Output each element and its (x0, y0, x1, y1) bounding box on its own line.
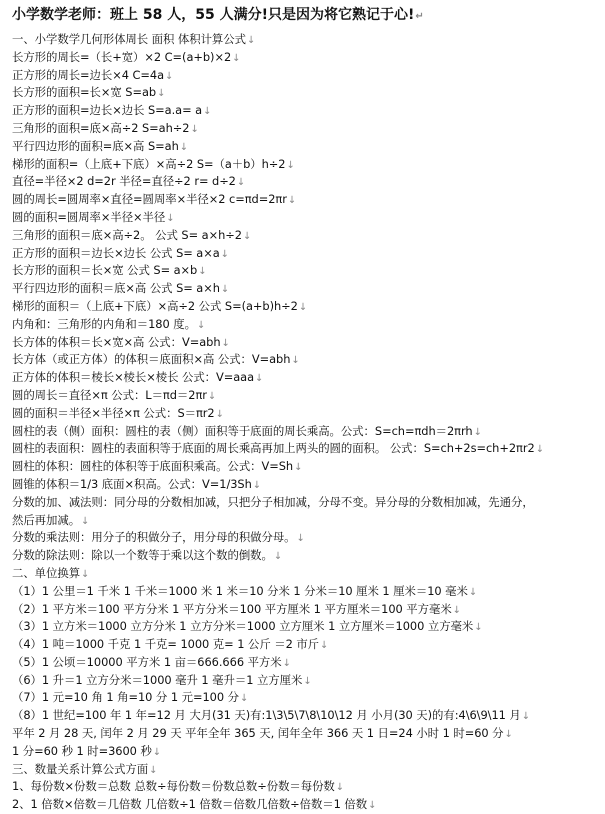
text-line (12, 173, 602, 191)
paragraph-mark-icon: ↓ (236, 177, 246, 189)
text-line-content: 2、1 倍数×倍数＝几倍数 几倍数÷1 倍数＝倍数几倍数÷倍数＝1 倍数 (12, 797, 368, 812)
paragraph-mark-icon: ↓ (239, 693, 249, 705)
text-line (12, 494, 602, 512)
text-line (12, 707, 602, 725)
text-line-content: （7）1 元=10 角 1 角=10 分 1 元=100 分 (12, 690, 239, 705)
text-line (12, 262, 602, 280)
text-line-content: 一、小学数学几何形体周长 面积 体积计算公式 (12, 32, 246, 46)
text-line (12, 440, 602, 458)
paragraph-mark-icon: ↓ (452, 604, 462, 616)
text-line (12, 547, 602, 565)
text-line-content: （2）1 平方米＝100 平方分米 1 平方分米＝100 平方厘米 1 平方厘米＝100 平方毫米 (12, 601, 452, 616)
text-line-content: 直径=半径×2 d=2r 半径=直径÷2 r= d÷2 (12, 174, 236, 189)
paragraph-mark-icon: ↓ (303, 675, 312, 687)
text-line (12, 209, 602, 227)
text-line-content: 平年 2 月 28 天, 闰年 2 月 29 天 平年全年 365 天, 闰年全年 366 天 1 日=24 小时 1 时=60 分 (12, 726, 504, 741)
text-line (12, 529, 602, 547)
paragraph-mark-icon: ↓ (157, 88, 166, 100)
paragraph-mark-icon: ↓ (468, 586, 478, 598)
text-line-content: 三角形的面积=底×高÷2 S=ah÷2 (12, 120, 190, 135)
paragraph-mark-icon: ↓ (294, 462, 303, 474)
text-line (12, 156, 602, 174)
paragraph-mark-icon: ↓ (198, 266, 207, 278)
paragraph-mark-icon: ↓ (255, 373, 264, 385)
text-line (12, 369, 602, 387)
text-line-content: 平行四边形的面积=底×高 S=ah (12, 138, 179, 153)
paragraph-mark-icon: ↓ (220, 248, 230, 260)
paragraph-mark-icon: ↓ (221, 337, 230, 349)
paragraph-mark-icon: ↓ (320, 640, 329, 652)
paragraph-mark-icon: ↓ (149, 764, 158, 776)
text-line (12, 334, 602, 352)
paragraph-mark-icon: ↓ (190, 123, 199, 135)
text-line-content: 二、单位换算 (12, 565, 81, 580)
text-line-content: （1）1 公里＝1 千米 1 千米＝1000 米 1 米＝10 分米 1 分米＝10 厘米 1 厘米＝10 毫米 (12, 583, 468, 598)
paragraph-mark-icon: ↓ (335, 782, 345, 794)
text-line-content: 正方体的体积＝棱长×棱长×棱长 公式：V=aaa (12, 370, 255, 385)
text-line-content: （5）1 公顷＝10000 平方米 1 亩＝666.666 平方米 (12, 654, 282, 669)
text-line-content: （6）1 升＝1 立方分米＝1000 毫升 1 毫升＝1 立方厘米 (12, 672, 303, 687)
text-line-content: 分数的加、减法则：同分母的分数相加减，只把分子相加减，分母不变。异分母的分数相加减，先通分， (12, 494, 534, 509)
paragraph-mark-icon: ↓ (196, 319, 206, 331)
text-line (12, 191, 602, 209)
text-line-content: 正方形的面积＝边长×边长 公式 S= a×a (12, 245, 220, 260)
paragraph-mark-icon: ↓ (246, 35, 256, 46)
text-line (12, 280, 602, 298)
text-line-content: 圆的面积＝半径×半径×π 公式：S＝πr2 (12, 405, 215, 420)
document-title-text: 小学数学老师：班上 58 人，55 人满分!只是因为将它熟记于心! (12, 7, 415, 23)
paragraph-mark-icon: ↵ (415, 11, 424, 22)
text-line (12, 298, 602, 316)
text-line (12, 31, 602, 49)
text-line (12, 672, 602, 690)
text-line (12, 423, 602, 441)
text-line-content: 长方形的面积=长×宽 S=ab (12, 85, 157, 100)
paragraph-mark-icon: ↓ (166, 212, 175, 224)
text-line (12, 245, 602, 263)
text-line (12, 565, 602, 583)
text-line-content: 正方形的面积=边长×边长 S=a.a= a (12, 103, 203, 118)
text-line-content: 圆柱的体积：圆柱的体积等于底面积乘高。公式：V=Sh (12, 459, 294, 474)
paragraph-mark-icon: ↓ (273, 551, 283, 563)
text-line-content: 梯形的面积＝（上底+下底）×高÷2 公式 S=(a+b)h÷2 (12, 298, 298, 313)
text-line (12, 761, 602, 779)
text-line (12, 601, 602, 619)
text-line (12, 618, 602, 636)
paragraph-mark-icon: ↓ (203, 106, 212, 118)
paragraph-mark-icon: ↓ (521, 711, 531, 723)
text-line-content: 1、每份数×份数＝总数 总数÷每份数＝份数总数÷份数＝每份数 (12, 779, 335, 794)
text-line (12, 654, 602, 672)
document-title (12, 4, 602, 26)
paragraph-mark-icon: ↓ (215, 408, 224, 420)
text-line (12, 725, 602, 743)
paragraph-mark-icon: ↓ (165, 70, 174, 82)
paragraph-mark-icon: ↓ (152, 746, 162, 758)
document (12, 4, 602, 814)
text-line (12, 512, 602, 530)
text-line-content: 分数的除法则：除以一个数等于乘以这个数的倒数。 (12, 548, 273, 563)
text-line-content: 内角和：三角形的内角和＝180 度。 (12, 316, 196, 331)
text-line-content: 三角形的面积＝底×高÷2。 公式 S= a×h÷2 (12, 227, 242, 242)
text-line (12, 387, 602, 405)
text-line (12, 138, 602, 156)
text-line-content: 长方形的周长=（长+宽）×2 C=(a+b)×2 (12, 49, 232, 64)
text-line-content: 圆的面积=圆周率×半径×半径 (12, 209, 166, 224)
text-line-content: 三、数量关系计算公式方面 (12, 761, 149, 776)
text-line (12, 49, 602, 67)
text-line-content: （4）1 吨＝1000 千克 1 千克= 1000 克= 1 公斤 ＝2 市斤 (12, 637, 320, 652)
text-line (12, 102, 602, 120)
paragraph-mark-icon: ↓ (286, 159, 295, 171)
paragraph-mark-icon: ↓ (179, 141, 189, 153)
text-line (12, 316, 602, 334)
text-line-content: 分数的乘法则：用分子的积做分子，用分母的积做分母。 (12, 530, 296, 545)
paragraph-mark-icon: ↓ (242, 230, 252, 242)
document-body (12, 31, 602, 814)
text-line (12, 778, 602, 796)
paragraph-mark-icon: ↓ (207, 390, 217, 402)
text-line-content: （3）1 立方米＝1000 立方分米 1 立方分米＝1000 立方厘米 1 立方厘米＝1000 立方毫米 (12, 619, 474, 634)
text-line-content: 圆的周长=圆周率×直径=圆周率×半径×2 c=πd=2πr (12, 192, 287, 207)
text-line (12, 351, 602, 369)
text-line (12, 689, 602, 707)
text-line-content: 1 分=60 秒 1 时=3600 秒 (12, 743, 152, 758)
paragraph-mark-icon: ↓ (282, 657, 291, 669)
text-line (12, 67, 602, 85)
paragraph-mark-icon: ↓ (252, 479, 262, 491)
paragraph-mark-icon: ↓ (474, 622, 483, 634)
text-line-content: 平行四边形的面积＝底×高 公式 S= a×h (12, 281, 220, 296)
text-line (12, 636, 602, 654)
paragraph-mark-icon: ↓ (296, 533, 305, 545)
text-line-content: 长方形的面积＝长×宽 公式 S= a×b (12, 263, 198, 278)
text-line-content: 长方体（或正方体）的体积＝底面积×高 公式：V=abh (12, 352, 291, 367)
text-line (12, 120, 602, 138)
paragraph-mark-icon: ↓ (220, 284, 230, 296)
text-line (12, 743, 602, 761)
text-line-content: 圆柱的表面积：圆柱的表面积等于底面的周长乘高再加上两头的圆的面积。 公式：S=ch+2s=ch+2πr2 (12, 441, 535, 456)
paragraph-mark-icon: ↓ (535, 444, 545, 456)
text-line (12, 796, 602, 814)
paragraph-mark-icon: ↓ (298, 301, 308, 313)
text-line (12, 405, 602, 423)
text-line-content: （8）1 世纪=100 年 1 年=12 月 大月(31 天)有:1\3\5\7\8\10\12 月 小月(30 天)的有:4\6\9\11 月 (12, 708, 521, 723)
text-line (12, 458, 602, 476)
paragraph-mark-icon: ↓ (291, 355, 300, 367)
paragraph-mark-icon: ↓ (368, 800, 377, 812)
text-line-content: 长方体的体积＝长×宽×高 公式：V=abh (12, 334, 221, 349)
text-line (12, 84, 602, 102)
paragraph-mark-icon: ↓ (81, 515, 90, 527)
paragraph-mark-icon: ↓ (232, 52, 241, 64)
paragraph-mark-icon: ↓ (473, 426, 482, 438)
text-line-content: 圆的周长＝直径×π 公式：L＝πd＝2πr (12, 387, 207, 402)
text-line (12, 227, 602, 245)
text-line-content: 梯形的面积=（上底+下底）×高÷2 S=（a＋b）h÷2 (12, 156, 286, 171)
text-line-content: 圆锥的体积＝1/3 底面×积高。公式：V=1/3Sh (12, 476, 252, 491)
text-line-content: 圆柱的表（侧）面积：圆柱的表（侧）面积等于底面的周长乘高。公式：S=ch=πdh＝2πrh (12, 423, 473, 438)
text-line-content: 正方形的周长=边长×4 C=4a (12, 67, 165, 82)
paragraph-mark-icon: ↓ (81, 568, 90, 580)
text-line-content: 然后再加减。 (12, 512, 81, 527)
text-line (12, 476, 602, 494)
paragraph-mark-icon: ↓ (287, 195, 297, 207)
text-line (12, 583, 602, 601)
paragraph-mark-icon: ↓ (504, 729, 513, 741)
